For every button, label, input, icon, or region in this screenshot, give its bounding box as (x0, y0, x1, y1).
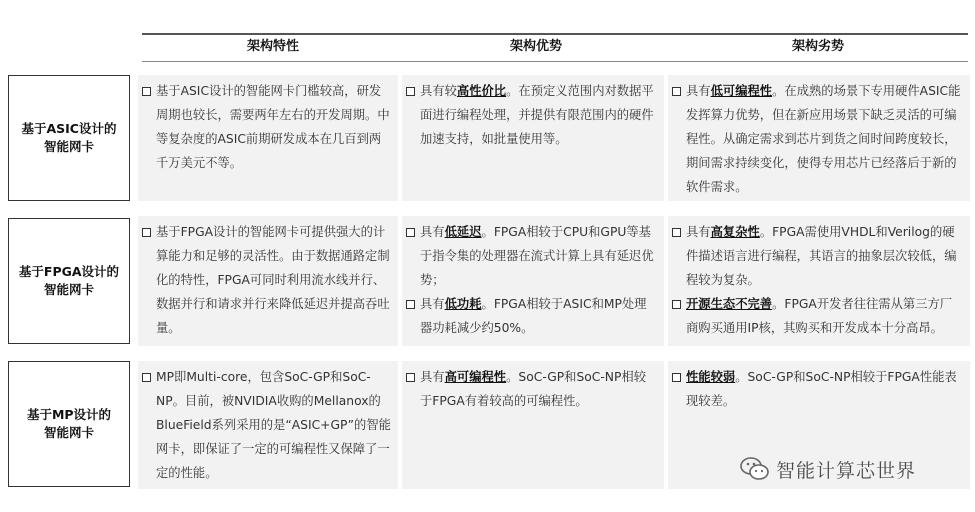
row-label-mp (8, 361, 130, 487)
header-top-rule (142, 33, 968, 35)
checkbox-bullet-icon (672, 373, 681, 382)
cell-mp-feature (138, 361, 398, 489)
row-label-line1: 基于MP设计的 (26, 407, 112, 422)
checkbox-bullet-icon (142, 228, 151, 237)
item-text: 具有 (686, 84, 711, 98)
item-text: 具有 (420, 225, 445, 239)
cell-asic-feature (138, 75, 398, 201)
list-item (142, 79, 392, 175)
item-text: MP即Multi-core，包含SoC-GP和SoC-NP。目前，被NVIDIA收购的Mellanox的BlueField系列采用的是“ASIC+GP”的智能网卡，即保证了一定的可编程性又保障了一定的性能。 (156, 370, 391, 480)
row-label-line2: 智能网卡 (43, 139, 94, 154)
item-text: 。FPGA相较于ASIC和MP处理器功耗减少约50%。 (420, 297, 647, 335)
row-label-line1: 基于FPGA设计的 (18, 264, 120, 279)
cell-fpga-feature (138, 216, 398, 346)
item-text: 具有 (420, 297, 445, 311)
item-keyword: 低可编程性 (710, 84, 773, 98)
list-item (672, 79, 964, 199)
watermark (740, 454, 916, 484)
row-label-line1: 基于ASIC设计的 (21, 121, 117, 136)
item-text: 。SoC-GP和SoC-NP相较于FPGA性能表现较差。 (686, 370, 957, 408)
list-item (672, 292, 964, 340)
item-text: 。FPGA开发者往往需从第三方厂商购买通用IP核，其购买和开发成本十分高昂。 (686, 297, 953, 335)
checkbox-bullet-icon (142, 373, 151, 382)
row-label-line2: 智能网卡 (43, 282, 94, 297)
list-item (406, 365, 658, 413)
checkbox-bullet-icon (672, 87, 681, 96)
list-item (672, 365, 964, 413)
item-text: 。FPGA需使用VHDL和Verilog的硬件描述语言进行编程，其语言的抽象层次较低，编程较为复杂。 (686, 225, 957, 287)
item-text: 具有较 (420, 84, 457, 98)
checkbox-bullet-icon (406, 373, 415, 382)
item-text: 。FPGA相较于CPU和GPU等基于指令集的处理器在流式计算上具有延迟优势； (420, 225, 654, 287)
item-keyword: 开源生态不完善 (686, 297, 773, 311)
column-header-advantage: 架构优势 (509, 39, 562, 54)
item-text: 基于ASIC设计的智能网卡门槛较高，研发周期也较长，需要两年左右的开发周期。中等复杂度的ASIC前期研发成本在几百到两千万美元不等。 (156, 84, 390, 170)
item-text: 。SoC-GP和SoC-NP相较于FPGA有着较高的可编程性。 (420, 370, 647, 408)
row-label-fpga (8, 218, 130, 344)
checkbox-bullet-icon (142, 87, 151, 96)
checkbox-bullet-icon (672, 228, 681, 237)
item-keyword: 高复杂性 (710, 225, 760, 239)
checkbox-bullet-icon (672, 300, 681, 309)
item-text: 具有 (686, 225, 711, 239)
cell-fpga-disadvantage (668, 216, 970, 346)
item-keyword: 低延迟 (444, 225, 482, 239)
cell-fpga-advantage (402, 216, 664, 346)
checkbox-bullet-icon (406, 228, 415, 237)
cell-mp-advantage (402, 361, 664, 489)
list-item (142, 365, 392, 485)
row-label-line2: 智能网卡 (43, 425, 94, 440)
item-keyword: 高性价比 (456, 84, 507, 98)
list-item (406, 79, 658, 151)
cell-asic-advantage (402, 75, 664, 201)
cell-asic-disadvantage (668, 75, 970, 201)
item-text: 。在预定义范围内对数据平面进行编程处理，并提供有限范围内的硬件加速支持，如批量使用等。 (420, 84, 654, 146)
item-keyword: 性能较弱 (686, 370, 736, 384)
column-header-disadvantage: 架构劣势 (791, 39, 844, 54)
wechat-icon (740, 456, 770, 482)
column-header-feature: 架构特性 (246, 39, 299, 54)
list-item (406, 220, 658, 292)
row-label-asic (8, 75, 130, 201)
item-keyword: 高可编程性 (444, 370, 507, 384)
checkbox-bullet-icon (406, 300, 415, 309)
watermark-text: 智能计算芯世界 (776, 459, 917, 482)
item-text: 基于FPGA设计的智能网卡可提供强大的计算能力和足够的灵活性。由于数据通路定制化的特性，FPGA可同时利用流水线并行、数据并行和请求并行来降低延迟并提高吞吐量。 (156, 225, 390, 335)
item-text: 。在成熟的场景下专用硬件ASIC能发挥算力优势，但在新应用场景下缺乏灵活的可编程性。从确定需求到芯片到货之间时间跨度较长，期间需求持续变化，使得专用芯片已经落后于新的软件需求。 (686, 84, 961, 194)
list-item (406, 292, 658, 340)
item-keyword: 低功耗 (444, 297, 482, 311)
list-item (142, 220, 392, 340)
header-bottom-rule (142, 61, 968, 62)
item-text: 具有 (420, 370, 445, 384)
list-item (672, 220, 964, 292)
checkbox-bullet-icon (406, 87, 415, 96)
